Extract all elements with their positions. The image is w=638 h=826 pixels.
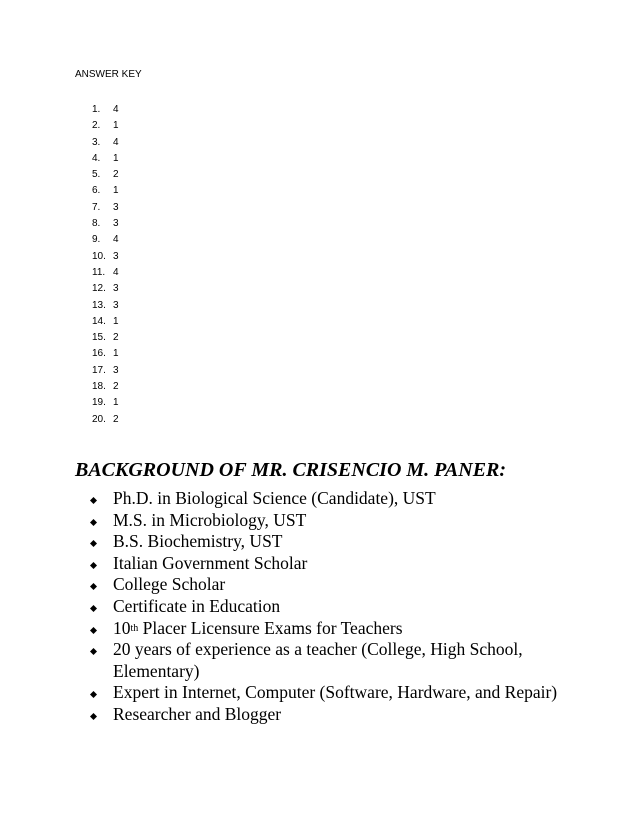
item-answer: 3 [113,299,119,311]
item-number: 2. [92,120,101,132]
item-number: 16. [92,348,106,360]
item-number: 10. [92,250,106,262]
item-number: 8. [92,218,101,230]
diamond-bullet-icon [90,682,100,704]
background-item [90,682,610,704]
answer-key-item [92,412,152,428]
background-item-text: College Scholar [113,574,226,595]
answer-key-item [92,167,152,183]
background-item [90,510,610,532]
background-item [90,574,610,596]
background-item-text: M.S. in Microbiology, UST [113,509,307,530]
item-answer: 3 [113,218,119,230]
item-number: 5. [92,169,101,181]
placer-text: Placer Licensure Exams for Teachers [138,617,403,638]
item-answer: 1 [113,120,119,132]
item-number: 6. [92,185,101,197]
answer-key-item [92,183,152,199]
item-answer: 3 [113,250,119,262]
answer-key-title: ANSWER KEY [75,69,142,80]
item-answer: 4 [113,136,119,148]
background-item [90,488,610,510]
item-answer: 4 [113,104,119,115]
background-item [90,596,610,618]
placer-number: 10 [113,617,131,638]
answer-key-item [92,346,152,362]
answer-key-item [92,363,152,379]
item-number: 13. [92,299,106,311]
background-item [90,553,610,575]
item-number: 7. [92,201,101,213]
item-answer: 4 [113,234,119,246]
background-heading: BACKGROUND OF MR. CRISENCIO M. PANER: [75,459,507,481]
item-number: 19. [92,397,106,409]
item-answer: 1 [113,152,119,164]
item-answer: 1 [113,348,119,360]
diamond-bullet-icon [90,488,100,510]
item-number: 4. [92,152,101,164]
item-number: 14. [92,315,106,327]
item-number: 9. [92,234,101,246]
background-item-text: B.S. Biochemistry, UST [113,531,283,552]
item-answer: 2 [113,413,119,425]
background-item-text: Expert in Internet, Computer (Software, Hardware, and Repair) [113,682,558,703]
answer-key-item [92,298,152,314]
answer-key-item [92,249,152,265]
background-item-text: Italian Government Scholar [113,552,308,573]
diamond-bullet-icon [90,596,100,618]
background-item [90,618,610,640]
item-answer: 2 [113,332,119,344]
answer-key-item [92,232,152,248]
diamond-bullet-icon [90,553,100,575]
background-item-text: Ph.D. in Biological Science (Candidate), UST [113,488,436,508]
answer-key-item [92,135,152,151]
answer-key-item [92,281,152,297]
background-item [90,704,610,726]
item-answer: 3 [113,201,119,213]
diamond-bullet-icon [90,639,100,661]
background-list [90,488,610,726]
item-answer: 3 [113,364,119,376]
answer-key-item [92,102,152,118]
item-number: 17. [92,364,106,376]
answer-key-item [92,216,152,232]
diamond-bullet-icon [90,618,100,640]
item-answer: 4 [113,266,119,278]
answer-key-item [92,379,152,395]
background-item [90,531,610,553]
item-number: 12. [92,283,106,295]
placer-suffix: th [130,622,139,634]
background-item-text: 20 years of experience as a teacher (College, High School, Elementary) [113,639,523,681]
background-item-text: Certificate in Education [113,595,281,616]
item-answer: 3 [113,283,119,295]
diamond-bullet-icon [90,574,100,596]
answer-key-item [92,265,152,281]
item-answer: 1 [113,185,119,197]
diamond-bullet-icon [90,704,100,726]
item-number: 15. [92,332,106,344]
answer-key-item [92,395,152,411]
answer-key-item [92,314,152,330]
item-answer: 2 [113,169,119,181]
item-number: 3. [92,136,101,148]
answer-key-item [92,151,152,167]
item-answer: 2 [113,381,119,393]
answer-key-item [92,118,152,134]
item-answer: 1 [113,397,119,409]
diamond-bullet-icon [90,510,100,532]
item-number: 1. [92,104,101,115]
background-item [90,639,610,682]
answer-key-list [92,102,152,428]
item-number: 11. [92,266,106,278]
answer-key-item [92,200,152,216]
answer-key-item [92,330,152,346]
background-item-text: Researcher and Blogger [113,703,282,724]
item-answer: 1 [113,315,119,327]
item-number: 20. [92,413,106,425]
diamond-bullet-icon [90,531,100,553]
item-number: 18. [92,381,106,393]
